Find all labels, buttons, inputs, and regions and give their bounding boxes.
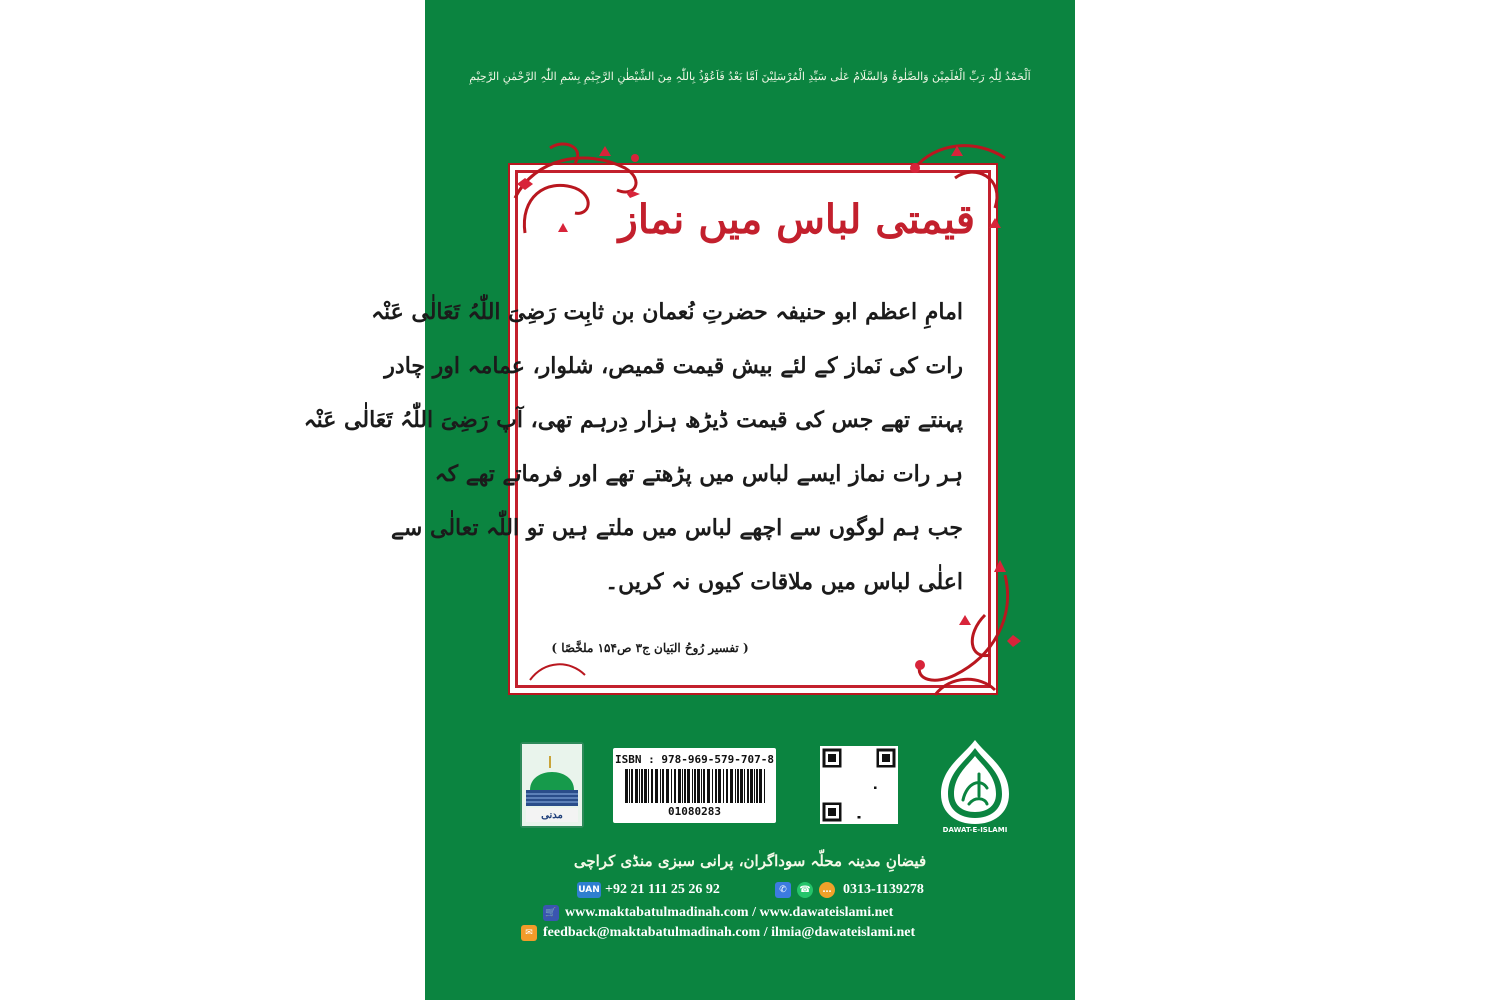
isbn-barcode-box <box>613 748 776 823</box>
page-title: قیمتی لباس میں نماز <box>618 196 975 243</box>
qr-code-icon[interactable] <box>820 746 898 824</box>
uan-badge-icon: UAN <box>577 882 601 898</box>
viber-icon: ✆ <box>775 882 791 898</box>
paragraph-line: رات کی نَماز کے لئے بیش قیمت قمیص، شلوار، عمامہ اور چادر <box>384 353 963 379</box>
barcode-icon <box>625 769 765 803</box>
email-links[interactable]: feedback@maktabatulmadinah.com / ilmia@dawateislami.net <box>543 925 916 940</box>
reference-citation: ( تفسیر رُوحُ البَیان ج۳ ص۱۵۴ ملخَّصًا ) <box>551 641 749 655</box>
dawat-e-islami-logo <box>935 738 1015 834</box>
paragraph-line: جب ہم لوگوں سے اچھے لباس میں ملتے ہیں تو اللّٰہ تعالٰی سے <box>391 515 963 541</box>
isbn-label: ISBN : 978-969-579-707-8 <box>615 753 774 766</box>
logo-caption: DAWAT-E-ISLAMI <box>942 826 1008 834</box>
badge-caption: مدنی <box>541 810 563 821</box>
envelope-icon: ✉ <box>521 925 537 941</box>
whatsapp-icon: ☎ <box>797 882 813 898</box>
shopping-cart-icon: 🛒 <box>543 905 559 921</box>
main-paragraph <box>303 285 963 625</box>
barcode-number: 01080283 <box>668 805 721 818</box>
paragraph-line: ہر رات نماز ایسے لباس میں پڑھتے تھے اور فرماتے تھے کہ <box>434 461 963 487</box>
phone-number[interactable]: 0313-1139278 <box>843 882 924 897</box>
message-icon: … <box>819 882 835 898</box>
paragraph-line: اعلٰی لباس میں ملاقات کیوں نہ کریں۔ <box>605 569 963 595</box>
paragraph-line: پہنتے تھے جس کی قیمت ڈیڑھ ہزار دِرہم تھی، آپ رَضِیَ اللّٰہُ تَعَالٰی عَنْہ <box>303 407 963 433</box>
website-links[interactable]: www.maktabatulmadinah.com / www.dawateislami.net <box>565 905 894 920</box>
paragraph-line: امامِ اعظم ابو حنیفہ حضرتِ نُعمان بن ثابِت رَضِیَ اللّٰہُ تَعَالٰی عَنْہ <box>371 299 963 325</box>
bismillah-line: اَلْحَمْدُ لِلّٰہِ رَبِّ الْعٰلَمِیْنَ وَالصَّلٰوۃُ وَالسَّلَامُ عَلٰی سَیِّدِ الْمُرْسَلِیْنَ اَمَّا بَعْدُ فَاَعُوْذُ بِاللّٰہِ مِنَ الشَّیْطٰنِ الرَّجِیْمِ بِسْمِ اللّٰہِ الرَّحْمٰنِ الرَّحِیْمِ <box>469 70 1031 83</box>
book-back-cover <box>303 0 1075 1000</box>
uan-number[interactable]: +92 21 111 25 26 92 <box>605 882 720 897</box>
maktaba-dome-badge <box>520 742 584 828</box>
address: فیضانِ مدینہ محلّہ سوداگران، پرانی سبزی منڈی کراچی <box>573 852 927 870</box>
